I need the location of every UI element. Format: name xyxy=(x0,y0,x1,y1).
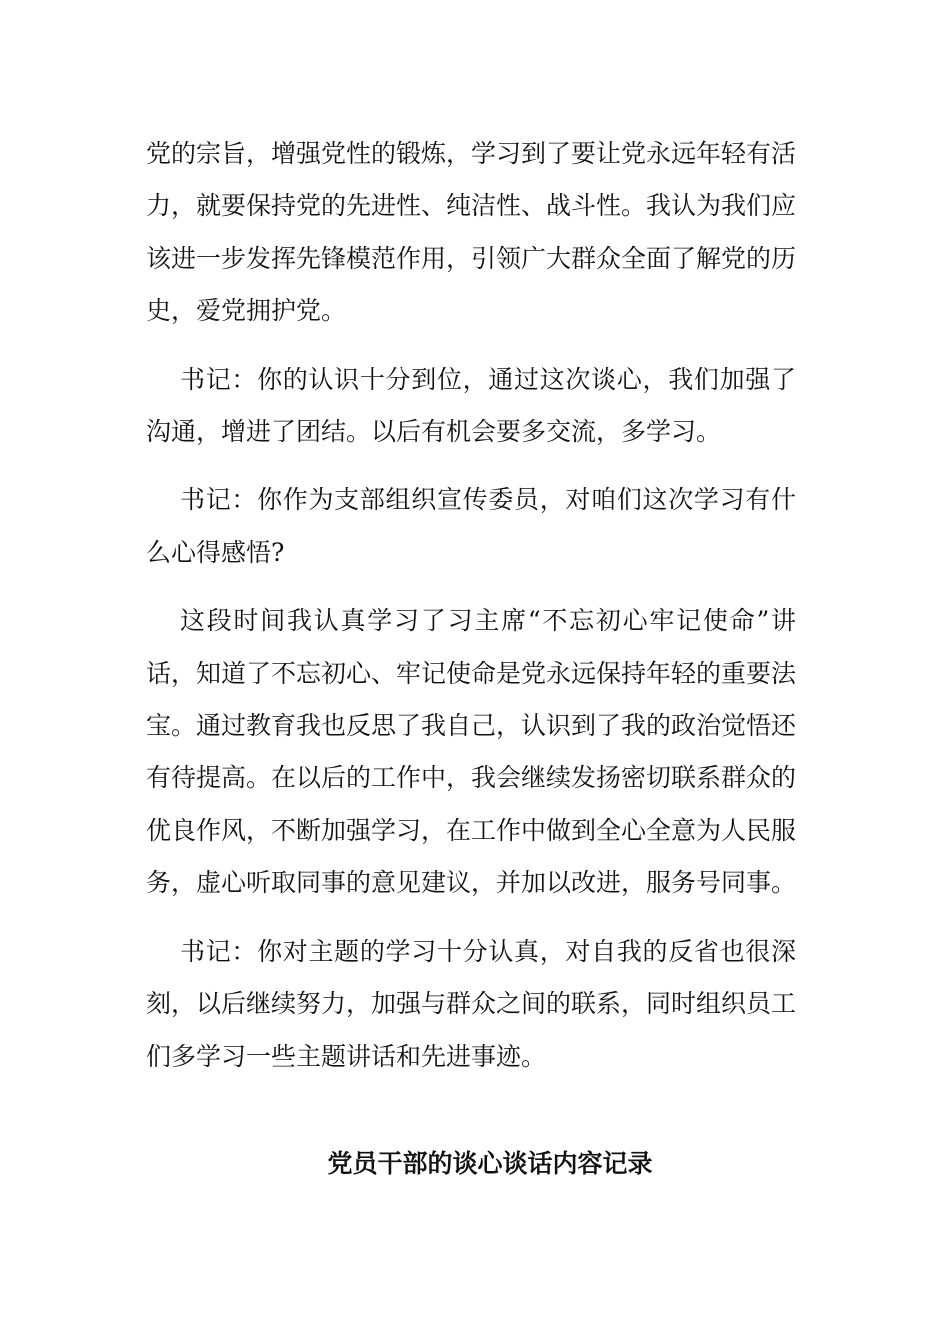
paragraph-secretary-reply-1: 书记：你的认识十分到位，通过这次谈心，我们加强了沟通，增进了团结。以后有机会要多交流，多学习。 xyxy=(146,364,796,447)
paragraph-secretary-question: 书记：你作为支部组织宣传委员，对咱们这次学习有什么心得感悟? xyxy=(146,485,796,567)
section-heading: 党员干部的谈心谈话内容记录 xyxy=(327,1149,653,1178)
paragraph-secretary-reply-2: 书记：你对主题的学习十分认真，对自我的反省也很深刻，以后继续努力，加强与群众之间的联系，同时组织员工们多学习一些主题讲话和先进事迹。 xyxy=(146,936,797,1071)
paragraph-continuation: 党的宗旨，增强党性的锻炼，学习到了要让党永远年轻有活力，就要保持党的先进性、纯洁性、战斗性。我认为我们应该进一步发挥先锋模范作用，引领广大群众全面了解党的历史，爱党拥护党。 xyxy=(146,139,797,326)
document-body xyxy=(146,128,796,1099)
paragraph-member-answer: 这段时间我认真学习了习主席“不忘初心牢记使命”讲话，知道了不忘初心、牢记使命是党永远保持年轻的重要法宝。通过教育我也反思了我自己，认识到了我的政治觉悟还有待提高。在以后的工作中，我会继续发扬密切联系群众的优良作风，不断加强学习，在工作中做到全心全意为人民服务，虚心听取同事的意见建议，并加以改进，服务号同事。 xyxy=(146,606,797,898)
